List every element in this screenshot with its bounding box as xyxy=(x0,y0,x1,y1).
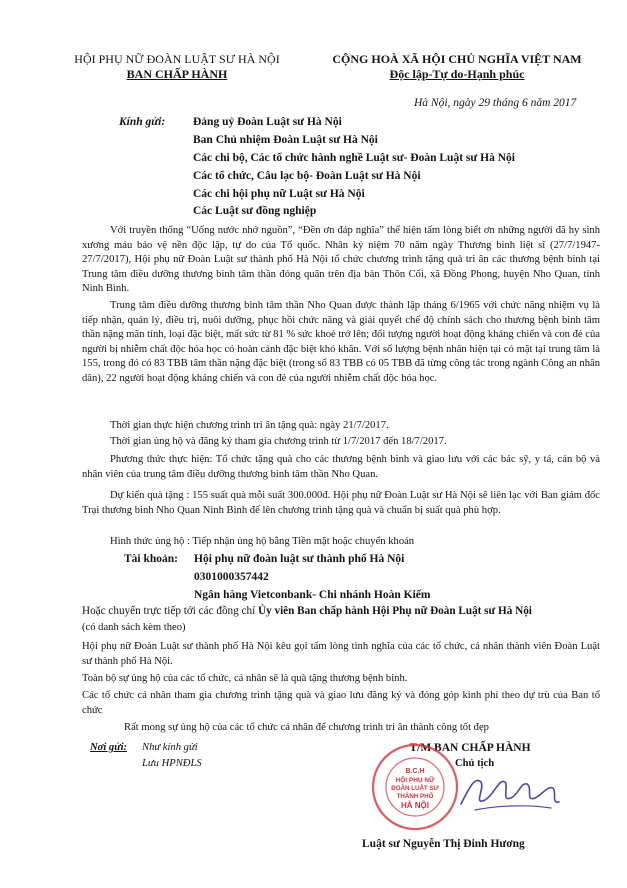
signer-title: T/M BAN CHẤP HÀNH xyxy=(409,742,531,754)
nation-title: CỘNG HOÀ XÃ HỘI CHỦ NGHĨA VIỆT NAM xyxy=(332,52,582,66)
recipient-item: Các tổ chức, Câu lạc bộ- Đoàn Luật sư Hà Nội xyxy=(193,170,421,182)
closing-line: Rất mong sự ủng hộ của các tổ chức cá nhân để chương trình tri ân thành công tốt đẹp xyxy=(124,722,489,733)
bank-name: Ngân hàng Vietconbank- Chi nhánh Hoàn Kiếm xyxy=(194,589,431,601)
signer-role: Chủ tịch xyxy=(455,758,495,769)
recipient-item: Ban Chủ nhiệm Đoàn Luật sư Hà Nội xyxy=(193,134,378,146)
program-date: Thời gian thực hiện chương trình tri ân tặng quà: ngày 21/7/2017. xyxy=(110,420,389,431)
stamp-text: HỘI PHỤ NỮ xyxy=(395,777,435,784)
recipient-item: Các Luật sư đồng nghiệp xyxy=(193,205,317,217)
paragraph-call: Hội phụ nữ Đoàn Luật sư thành phố Hà Nội kêu gọi tấm lòng tình nghĩa của các tổ chức, cá nhân thành viên Đoàn Luật sư thành phố Hà Nội. xyxy=(82,641,600,667)
signer-name: Luật sư Nguyễn Thị Đinh Hương xyxy=(362,838,525,850)
direct-transfer-line xyxy=(82,605,532,617)
account-label: Tài khoản: xyxy=(124,553,179,565)
recipients-label: Kính gửi: xyxy=(119,116,166,128)
support-form: Hình thức ủng hộ : Tiếp nhận ủng hộ bằng Tiền mặt hoặc chuyển khoản xyxy=(110,536,415,547)
paragraph-center-info: Trung tâm điều dưỡng thương binh tâm thần Nho Quan được thành lập tháng 6/1965 với chức năng nhiệm vụ là tiếp nhận, quản lý, điều trị, nuôi dưỡng, phục hồi chức năng và giải quyết chế độ chính sách cho thương bệnh binh tâm thần nặng mãn tính, loại đặc biệt, mất sức từ 81 % sức khoẻ trở lên; đối tượng người hoạt động kháng chiến và con đẻ của người bị nhiễm chất độc hóa học có hoàn cảnh đặc biệt khó khăn. Với số lượng bệnh nhân hiện tại có mặt tại trung tâm là 155, trong đó có 83 TBB tâm thần nặng đặc biệt (trong số 83 TBB có 05 TBB đã từng công tác trong ngành Công an nhân dân), 22 người hoạt động kháng chiến và con đẻ của người nhiễm chất độc hóa học. xyxy=(82,300,600,384)
paragraph-gift-plan: Dự kiến quà tặng : 155 suất quà mỗi suất 300.000đ. Hội phụ nữ Đoàn Luật sư Hà Nội sẽ liên lạc với Ban giám đốc Trại thương binh Nho Quan Ninh Bình để lên chương trình tặng quà và chuẩn bị suất quà phù hợp. xyxy=(82,490,600,516)
account-number: 0301000357442 xyxy=(194,571,269,583)
registration-period: Thời gian ủng hộ và đăng ký tham gia chương trình từ 1/7/2017 đến 18/7/2017. xyxy=(110,436,447,447)
direct-transfer-text: Hoặc chuyển trực tiếp tới các đồng chí xyxy=(82,605,258,617)
stamp-text: B.C.H xyxy=(405,768,425,775)
recipient-item: Các chi hội phụ nữ Luật sư Hà Nội xyxy=(193,188,365,200)
donations-note: Toàn bộ sự ủng hộ của các tổ chức, cá nhân sẽ là quà tặng thương bệnh binh. xyxy=(82,673,408,684)
org-committee: BAN CHẤP HÀNH xyxy=(126,67,228,81)
official-stamp xyxy=(370,742,460,832)
attached-list-note: (có danh sách kèm theo) xyxy=(82,622,186,633)
account-name: Hội phụ nữ đoàn luật sư thành phố Hà Nội xyxy=(194,553,405,565)
stamp-text: ĐOÀN LUẬT SƯ xyxy=(391,785,439,792)
org-name: HỘI PHỤ NỮ ĐOÀN LUẬT SƯ HÀ NỘI xyxy=(74,52,280,66)
stamp-text: HÀ NỘI xyxy=(401,801,429,810)
handwritten-signature-icon xyxy=(455,752,565,822)
committee-members-text: Ủy viên Ban chấp hành Hội Phụ nữ Đoàn Luật sư Hà Nội xyxy=(258,605,532,617)
letter-date: Hà Nội, ngày 29 tháng 6 năm 2017 xyxy=(414,97,577,109)
footer-recipient: Như kính gửi xyxy=(142,742,198,753)
footer-archive: Lưu HPNĐLS xyxy=(142,758,202,769)
recipient-item: Các chi bộ, Các tổ chức hành nghề Luật sư- Đoàn Luật sư Hà Nội xyxy=(193,152,515,164)
recipient-item: Đảng uỷ Đoàn Luật sư Hà Nội xyxy=(193,116,342,128)
nation-motto: Độc lập-Tự do-Hạnh phúc xyxy=(389,67,525,81)
paragraph-intro: Với truyền thống “Uống nước nhớ nguồn”, “Đền ơn đáp nghĩa” thể hiện tấm lòng biết ơn những người đã hy sinh xương máu bảo vệ nền độc lập, tự do của Tổ quốc. Nhân kỷ niệm 70 năm ngày Thương binh liệt sĩ (27/7/1947-27/7/2017), Hội phụ nữ Đoàn Luật sư thành phố Hà Nội tổ chức chương trình tặng quà tri ân các thương bệnh binh tại Trung tâm điều dưỡng thương binh tâm thần đóng quân trên địa bàn Thôn Cổi, xã Đồng Phong, huyện Nho Quan, tỉnh Ninh Bình. xyxy=(82,225,600,295)
stamp-text: THÀNH PHỐ xyxy=(396,793,434,800)
paragraph-participation: Các tổ chức cá nhân tham gia chương trình tặng quà và giao lưu đăng ký và đóng góp kinh phí theo dự trù của Ban tổ chức xyxy=(82,690,600,716)
paragraph-method: Phương thức thực hiện: Tổ chức tặng quà cho các thương bệnh binh và giao lưu với các bác sỹ, y tá, cán bộ và nhân viên của trung tâm điều dưỡng thương binh tâm thần Nho Quan. xyxy=(82,454,600,480)
recipients-footer-label: Nơi gửi: xyxy=(90,742,128,753)
